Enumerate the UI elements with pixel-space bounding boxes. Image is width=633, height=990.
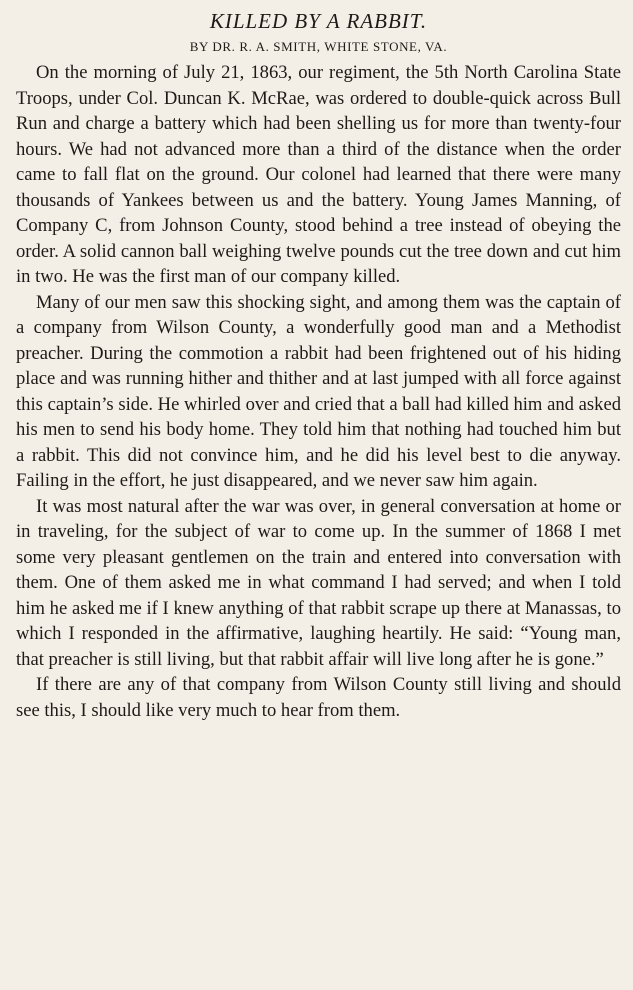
article-title: KILLED BY A RABBIT. bbox=[209, 9, 428, 33]
paragraph-2: Many of our men saw this shocking sight, and among them was the captain of a company from Wilson County, a wonderfully good man and a Methodist preacher. During the commotion a rabbit had been frightened out of his hiding place and was running hither and thither and at last jumped with all force against this captain’s side. He whirled over and cried that a ball had killed him and asked his men to send his body home. They told him that nothing had touched him but a rabbit. This did not convince him, and he did his level best to die anyway. Failing in the effort, he just disappeared, and we never saw him again. bbox=[16, 291, 621, 491]
article-byline: BY DR. R. A. SMITH, WHITE STONE, VA. bbox=[189, 39, 448, 54]
paragraph-1: On the morning of July 21, 1863, our regiment, the 5th North Carolina State Troops, under Col. Duncan K. McRae, was ordered to double-quick across Bull Run and charge a battery which had been shelling us for more than twenty-four hours. We had not advanced more than a third of the distance when the order came to fall flat on the ground. Our colonel had learned that there were many thousands of Yankees between us and the battery. Young James Manning, of Company C, from Johnson County, stood behind a tree instead of obeying the order. A solid cannon ball weighing twelve pounds cut the tree down and cut him in two. He was the first man of our company killed. bbox=[16, 62, 621, 287]
paragraph-4: If there are any of that company from Wilson County still living and should see this, I should like very much to hear from them. bbox=[16, 674, 621, 721]
article-body bbox=[16, 60, 621, 723]
paragraph-3: It was most natural after the war was over, in general conversation at home or in traveling, for the subject of war to come up. In the summer of 1868 I met some very pleasant gentlemen on the train and entered into conversation with them. One of them asked me in what command I had served; and when I told him he asked me if I knew anything of that rabbit scrape up there at Manassas, to which I responded in the affirmative, laughing heartily. He said: “Young man, that preacher is still living, but that rabbit affair will live long after he is gone.” bbox=[16, 495, 621, 670]
